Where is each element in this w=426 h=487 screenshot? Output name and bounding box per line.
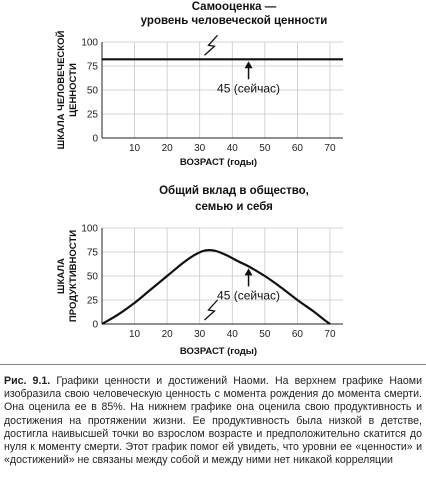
chart-productivity [56, 185, 343, 357]
chart-title-line: уровень человеческой ценности [140, 15, 328, 27]
chart-title-line: Общий вклад в общество, [159, 185, 309, 197]
chart-self-worth [55, 1, 343, 168]
y-tick-label: 0 [92, 319, 98, 331]
y-tick-label: 75 [86, 61, 98, 73]
y-axis-label-line: ШКАЛА [56, 258, 67, 294]
figure-label: Рис. 9.1. [4, 375, 51, 387]
x-axis-label: ВОЗРАСТ (годы) [179, 157, 258, 168]
x-tick-label: 50 [259, 329, 271, 340]
x-tick-label: 10 [129, 143, 141, 154]
y-axis-label-line: ШКАЛА ЧЕЛОВЕЧЕСКОЙ [56, 30, 67, 150]
y-tick-label: 25 [86, 109, 98, 121]
annotation-label: 45 (сейчас) [217, 81, 281, 96]
y-axis-label-line: ЦЕННОСТИ [68, 63, 79, 117]
annotation-label: 45 (сейчас) [217, 288, 281, 303]
x-tick-label: 30 [194, 329, 206, 340]
y-tick-label: 25 [86, 295, 98, 307]
figure-caption [0, 364, 426, 487]
x-tick-label: 70 [324, 329, 336, 340]
x-tick-label: 50 [259, 143, 271, 154]
break-mark-icon [204, 300, 217, 320]
y-tick-label: 75 [86, 247, 98, 259]
break-mark-icon [204, 35, 217, 55]
x-tick-label: 40 [226, 329, 238, 340]
annotation-arrow-head [245, 268, 253, 275]
annotation-arrow-head [245, 61, 253, 68]
x-tick-label: 30 [194, 143, 206, 154]
series-line [102, 250, 330, 324]
x-tick-label: 60 [291, 329, 303, 340]
chart-title-line: Самооценка — [191, 1, 277, 13]
y-tick-label: 0 [92, 133, 98, 145]
x-tick-label: 10 [129, 329, 141, 340]
x-tick-label: 70 [324, 143, 336, 154]
chart-title-line: семью и себя [195, 201, 273, 213]
y-tick-label: 100 [81, 37, 98, 49]
x-tick-label: 40 [226, 143, 238, 154]
x-axis-label: ВОЗРАСТ (годы) [179, 346, 258, 357]
caption-text: Графики ценности и достижений Наоми. На верхнем графике Наоми изобразила свою человеческую ценность с момента рождения до момента смерти. Она оценила ее в 85%. На нижнем графике она оценила свою продуктивность и достижения на протяжении жизни. Ее продуктивность была низкой в детстве, достигла наивысшей точки во взрослом возрасте и предположительно скатится до нуля к моменту смерти. Этот график помог ей увидеть, что уровни ее «ценности» и «достижений» не связаны между собой и между ними нет никакой корреляции [4, 375, 422, 467]
x-tick-label: 60 [291, 143, 303, 154]
x-tick-label: 20 [161, 143, 173, 154]
y-tick-label: 50 [86, 85, 98, 97]
y-axis-label-line: ПРОДУКТИВНОСТИ [68, 229, 79, 323]
y-tick-label: 50 [86, 271, 98, 283]
y-tick-label: 100 [81, 223, 98, 235]
x-tick-label: 20 [161, 329, 173, 340]
